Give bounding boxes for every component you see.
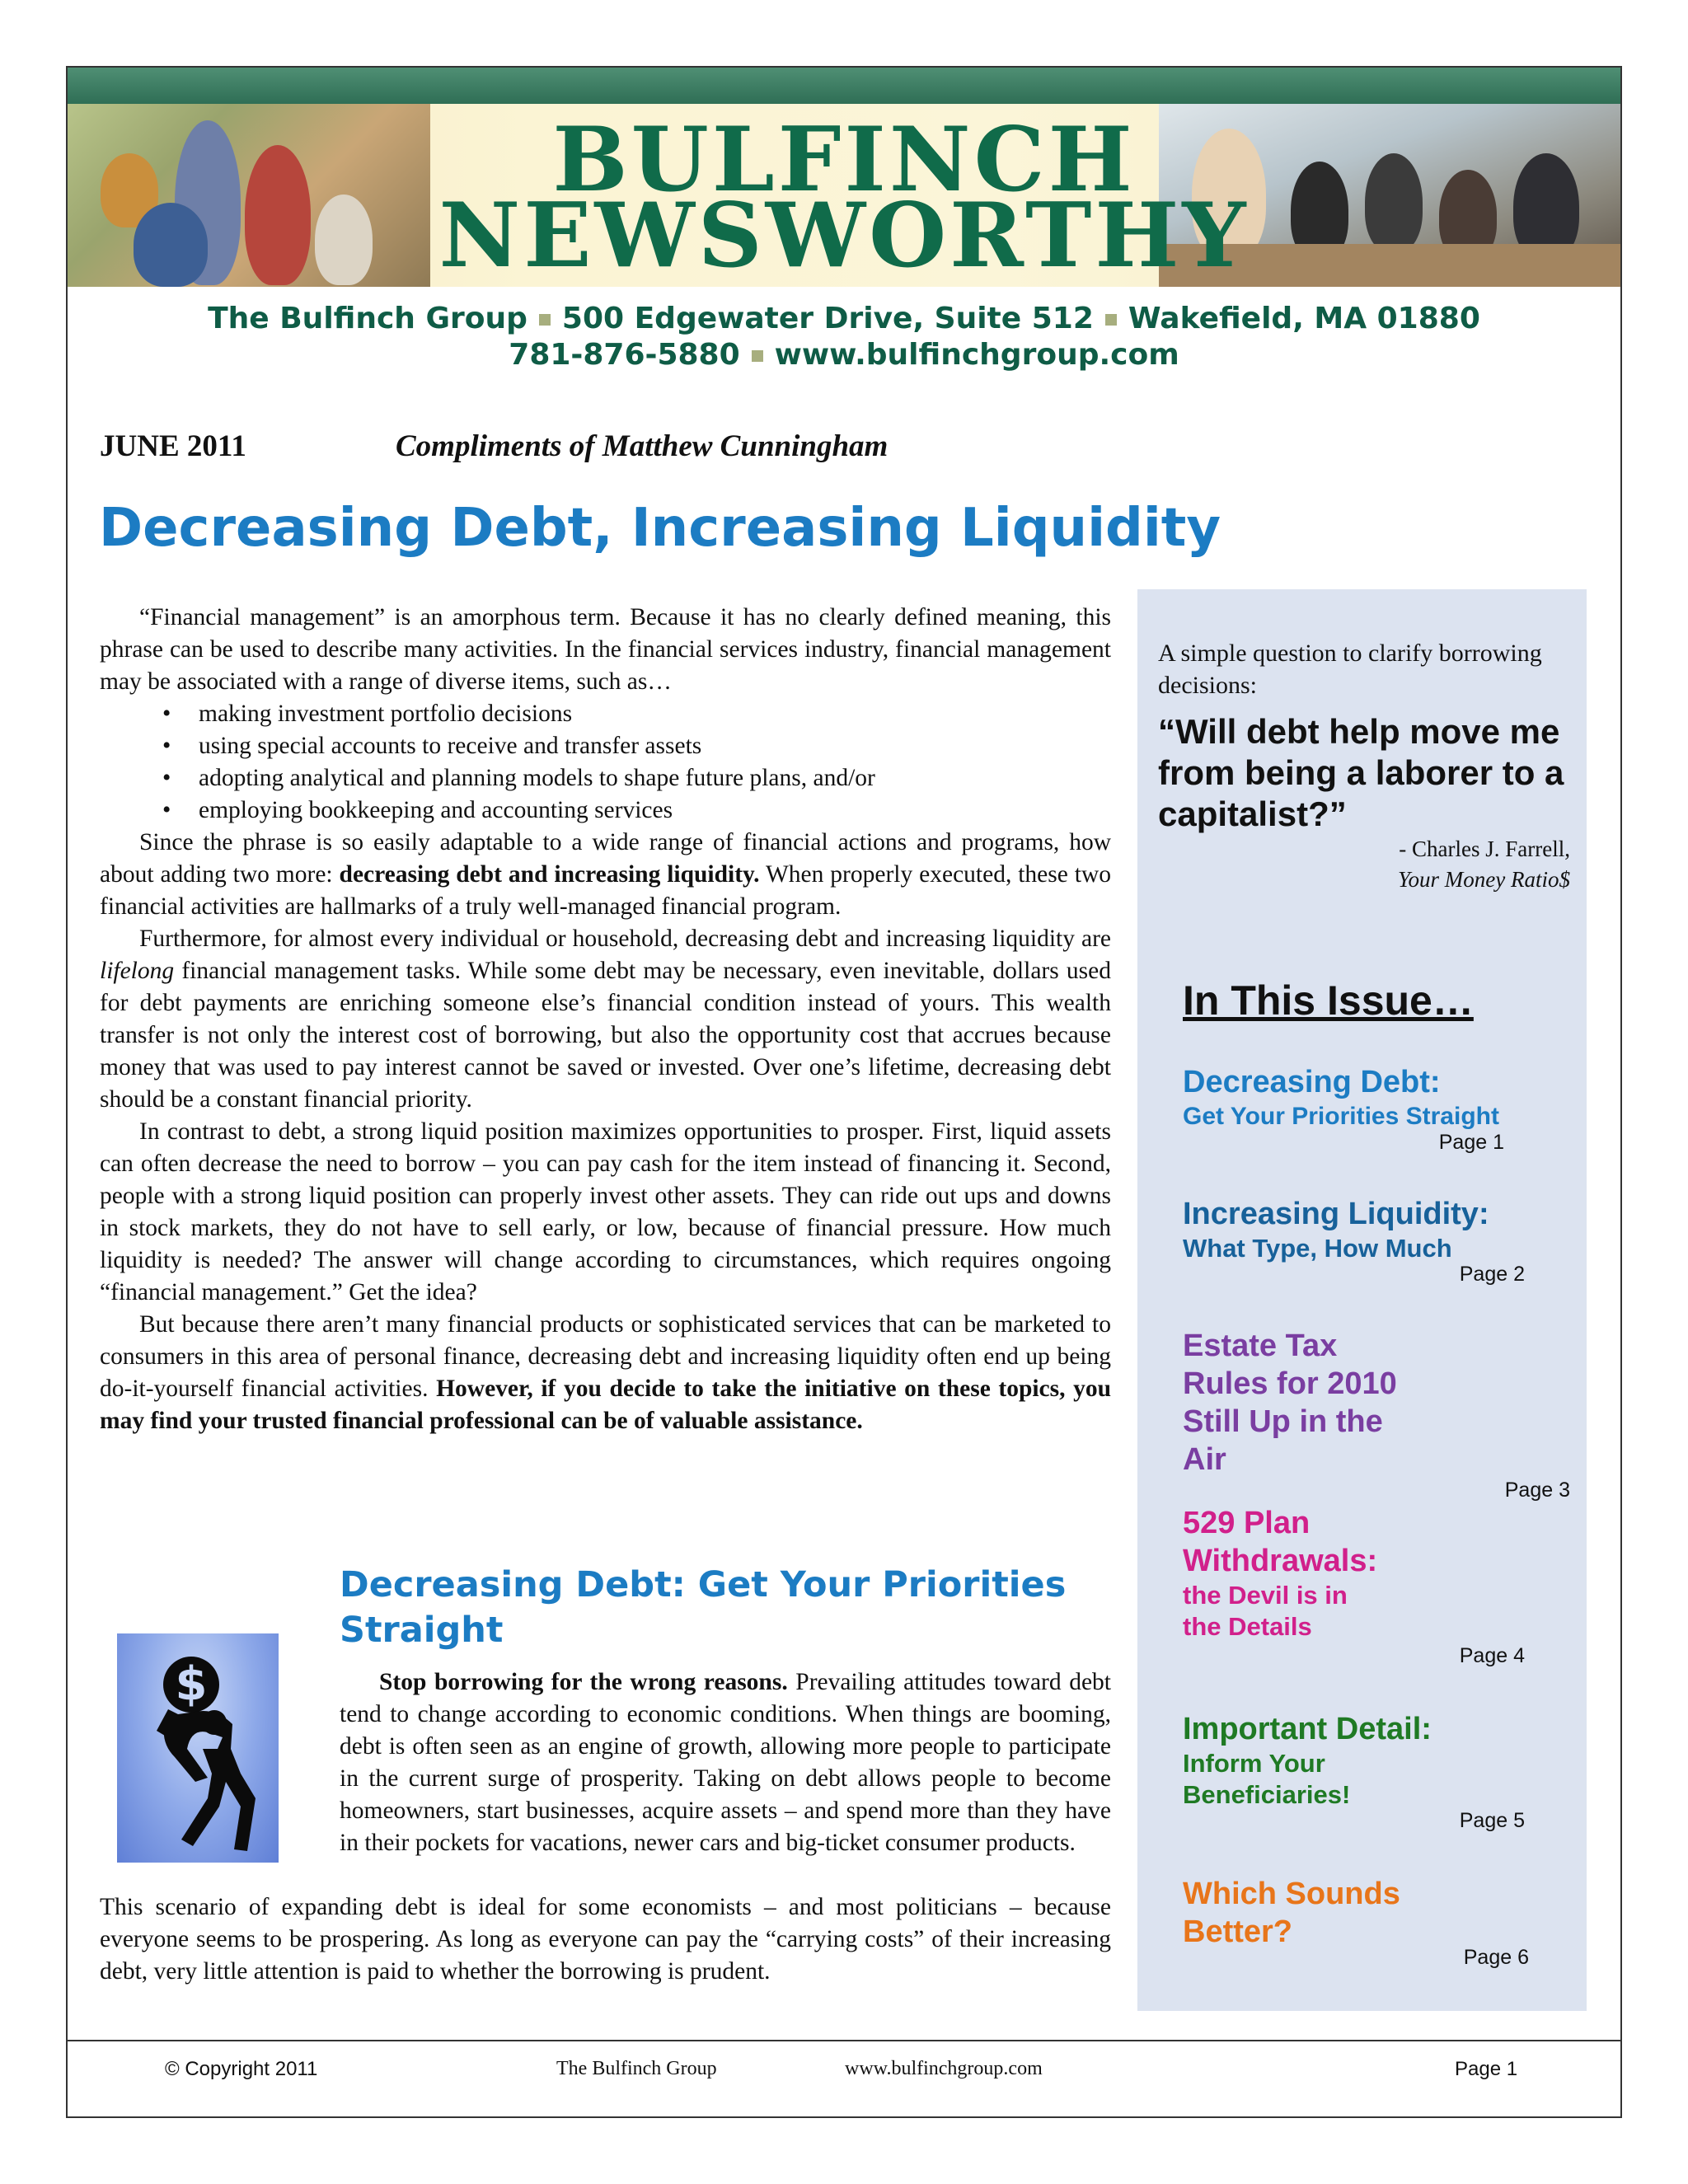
article2-headline: Decreasing Debt: Get Your Priorities Straight <box>340 1564 1067 1651</box>
pull-quote: “Will debt help move me from being a laborer to a capitalist?” <box>1158 712 1564 833</box>
toc-item-which-sounds-better[interactable] <box>1183 1875 1529 1970</box>
toc-subtitle: What Type, How Much <box>1183 1234 1452 1263</box>
italic-text: lifelong <box>100 958 175 984</box>
text-run: Furthermore, for almost every individual or household, decreasing debt and increasing liquidity are <box>139 926 1111 952</box>
toc-title: Which Sounds Better? <box>1183 1877 1400 1949</box>
issue-date: JUNE 2011 <box>100 429 246 463</box>
toc-page: Page 2 <box>1459 1263 1525 1286</box>
article-body <box>100 602 1111 1437</box>
toc-item-estate-tax[interactable] <box>1183 1327 1570 1502</box>
paragraph: This scenario of expanding debt is ideal for some economists – and most politicians – because everyone seems to be prospering. As long as everyone can pay the “carrying costs” of their increasing debt, very little attention is paid to whether the borrowing is prudent. <box>100 1894 1111 1985</box>
toc-page: Page 1 <box>1438 1131 1504 1154</box>
sidebar <box>1137 589 1587 2011</box>
website-link[interactable]: www.bulfinchgroup.com <box>774 338 1179 372</box>
bold-lead: Stop borrowing for the wrong reasons. <box>379 1669 788 1695</box>
toc-subtitle: Get Your Priorities Straight <box>1183 1103 1499 1130</box>
bold-text: decreasing debt and increasing liquidity. <box>339 861 760 888</box>
masthead <box>68 104 1620 287</box>
in-this-issue-heading: In This Issue… <box>1183 977 1474 1024</box>
bold-text: However, if you decide to take the initiative on these topics, you may find your trusted financial professional can be of valuable assistance. <box>100 1376 1112 1434</box>
toc-page: Page 3 <box>1504 1479 1570 1502</box>
city-state-zip: Wakefield, MA 01880 <box>1128 302 1480 335</box>
toc-title: Estate Tax Rules for 2010 Still Up in the Air <box>1183 1329 1397 1477</box>
list-item: • making investment portfolio decisions <box>199 698 1111 730</box>
list-item: • employing bookkeeping and accounting services <box>199 794 1111 827</box>
toc-subtitle: Inform Your Beneficiaries! <box>1183 1749 1351 1809</box>
masthead-band <box>68 68 1620 104</box>
list-item: • using special accounts to receive and transfer assets <box>199 730 1111 762</box>
footer-copyright: © Copyright 2011 <box>165 2058 318 2080</box>
org-name: The Bulfinch Group <box>208 302 528 335</box>
footer-url[interactable]: www.bulfinchgroup.com <box>845 2058 1043 2079</box>
main-headline: Decreasing Debt, Increasing Liquidity <box>99 498 1221 559</box>
footer-divider <box>68 2040 1620 2041</box>
debt-burden-illustration <box>117 1633 279 1863</box>
quote-attribution: - Charles J. Farrell, <box>1399 837 1570 861</box>
paragraph <box>340 1666 1111 1859</box>
text-run: When properly executed, these two financial activities are hallmarks of a truly well-managed financial program. <box>100 861 1112 920</box>
quote-source: Your Money Ratio$ <box>1398 867 1570 892</box>
text-run: Since the phrase is so easily adaptable to a wide range of financial actions and programs, how about adding two more: <box>100 829 1111 888</box>
square-bullet-icon <box>539 314 551 326</box>
compliments-line: Compliments of Matthew Cunningham <box>396 429 889 463</box>
paragraph <box>100 923 1111 1116</box>
article2-continued <box>100 1891 1111 1988</box>
toc-title: Decreasing Debt: <box>1183 1065 1441 1099</box>
text-run: Prevailing attitudes toward debt tend to change according to economic conditions. When things are booming, debt is often seen as an engine of growth, allowing more people to participate in the current surge of prosperity. Taking on debt allows people to become homeowners, start businesses, acquire assets – and spend more than they have in their pockets for vacations, newer cars and big-ticket consumer products. <box>340 1669 1111 1856</box>
quote-intro: A simple question to clarify borrowing decisions: <box>1158 640 1542 699</box>
square-bullet-icon <box>752 350 763 362</box>
toc-item-important-detail[interactable] <box>1183 1710 1570 1833</box>
toc-subtitle: the Devil is in the Details <box>1183 1581 1348 1641</box>
paragraph <box>100 1309 1111 1437</box>
paragraph: “Financial management” is an amorphous term. Because it has no clearly defined meaning, this phrase can be used to describe many activities. In the financial services industry, financial management may be associated with a range of diverse items, such as… <box>100 604 1111 695</box>
address-line <box>0 302 1688 335</box>
masthead-title-line2: NEWSWORTHY <box>438 184 1250 287</box>
toc-title: Important Detail: <box>1183 1712 1432 1746</box>
street-address: 500 Edgewater Drive, Suite 512 <box>561 302 1094 335</box>
contact-line <box>0 338 1688 372</box>
toc-item-increasing-liquidity[interactable] <box>1183 1195 1570 1286</box>
toc-title: 529 Plan Withdrawals: <box>1183 1506 1378 1578</box>
toc-item-decreasing-debt[interactable] <box>1183 1063 1570 1155</box>
paragraph: In contrast to debt, a strong liquid position maximizes opportunities to prosper. First, liquid assets can often decrease the need to borrow – you can pay cash for the item instead of financing it. Second, people with a strong liquid position can properly invest other assets. They can ride out ups and downs in stock markets, they do not have to sell early, or low, because of financial pressure. How much liquidity is needed? The answer will change according to circumstances, which requires ongoing “financial management.” Get the idea? <box>100 1118 1111 1305</box>
footer-org: The Bulfinch Group <box>556 2058 717 2079</box>
toc-item-529-plan[interactable] <box>1183 1504 1525 1668</box>
svg-text:$: $ <box>175 1657 208 1711</box>
article2-intro <box>340 1666 1111 1859</box>
text-run: financial management tasks. While some debt may be necessary, even inevitable, dollars used for debt payments are enriching someone else’s financial condition instead of yours. This wealth transfer is not only the interest cost of borrowing, but also the opportunity cost that accrues because money that was used to pay interest cannot be saved or invested. Over one’s lifetime, decreasing debt should be a constant financial priority. <box>100 958 1111 1113</box>
toc-title: Increasing Liquidity: <box>1183 1197 1489 1231</box>
list-item: • adopting analytical and planning models to shape future plans, and/or <box>199 762 1111 794</box>
bullet-list <box>100 698 1111 827</box>
masthead-title-line1: BULFINCH <box>552 108 1136 212</box>
toc-page: Page 4 <box>1459 1644 1525 1667</box>
text-run: But because there aren’t many financial products or sophisticated services that can be marketed to consumers in this area of personal finance, decreasing debt and increasing liquidity often end up being do-it-yourself financial activities. <box>100 1311 1111 1402</box>
paragraph <box>100 827 1111 923</box>
footer-page-number: Page 1 <box>1455 2058 1518 2080</box>
phone-number: 781-876-5880 <box>509 338 740 372</box>
square-bullet-icon <box>1105 314 1117 326</box>
toc-page: Page 5 <box>1459 1809 1525 1832</box>
toc-page: Page 6 <box>1463 1946 1529 1969</box>
